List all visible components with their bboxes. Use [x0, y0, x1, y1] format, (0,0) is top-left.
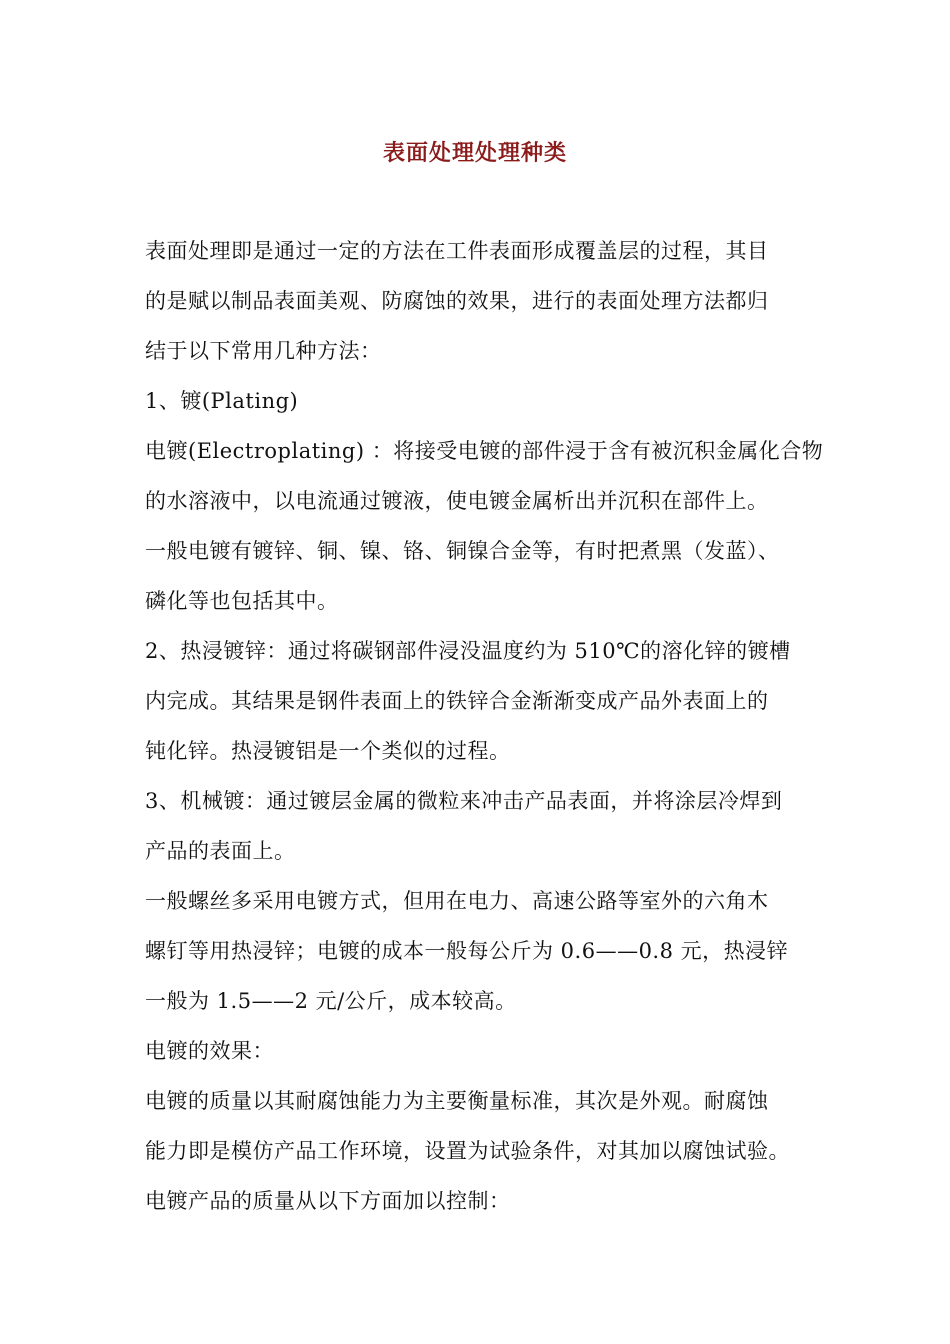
paragraph-line: 电镀(Electroplating) ：将接受电镀的部件浸于含有被沉积金属化合物: [145, 439, 824, 463]
paragraph-line: 2、热浸镀锌：通过将碳钢部件浸没温度约为 510℃的溶化锌的镀槽: [145, 639, 791, 663]
paragraph-line: 电镀的质量以其耐腐蚀能力为主要衡量标准，其次是外观。耐腐蚀: [145, 1089, 769, 1113]
paragraph-line: 电镀产品的质量从以下方面加以控制：: [145, 1189, 511, 1213]
paragraph-line: 内完成。其结果是钢件表面上的铁锌合金渐渐变成产品外表面上的: [145, 689, 769, 713]
paragraph-line: 磷化等也包括其中。: [145, 589, 339, 613]
section-heading-plating: 1、镀(Plating): [145, 389, 299, 413]
paragraph-line: 的是赋以制品表面美观、防腐蚀的效果，进行的表面处理方法都归: [145, 289, 769, 313]
paragraph-line: 结于以下常用几种方法：: [145, 339, 382, 363]
paragraph-line: 螺钉等用热浸锌；电镀的成本一般每公斤为 0.6——0.8 元，热浸锌: [145, 939, 789, 963]
paragraph-line: 一般电镀有镀锌、铜、镍、铬、铜镍合金等，有时把煮黑（发蓝）、: [145, 539, 780, 563]
paragraph-line: 一般为 1.5——2 元/公斤，成本较高。: [145, 989, 517, 1013]
paragraph-line: 表面处理即是通过一定的方法在工件表面形成覆盖层的过程，其目: [145, 239, 769, 263]
paragraph-line: 能力即是模仿产品工作环境，设置为试验条件，对其加以腐蚀试验。: [145, 1139, 790, 1163]
paragraph-line: 的水溶液中，以电流通过镀液，使电镀金属析出并沉积在部件上。: [145, 489, 769, 513]
section-heading-effect: 电镀的效果：: [145, 1039, 274, 1063]
paragraph-line: 3、机械镀：通过镀层金属的微粒来冲击产品表面，并将涂层冷焊到: [145, 789, 783, 813]
document-title: 表面处理处理种类: [382, 140, 567, 166]
paragraph-line: 产品的表面上。: [145, 839, 296, 863]
paragraph-line: 一般螺丝多采用电镀方式，但用在电力、高速公路等室外的六角木: [145, 889, 769, 913]
paragraph-line: 钝化锌。热浸镀铝是一个类似的过程。: [145, 739, 511, 763]
